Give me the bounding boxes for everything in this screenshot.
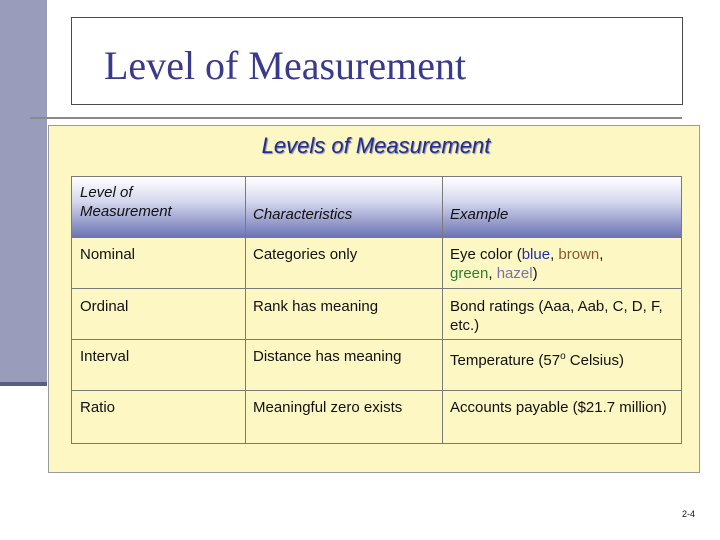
- left-accent-bar: [0, 0, 47, 385]
- row-example: [450, 347, 678, 370]
- separator: ,: [488, 265, 497, 282]
- row-characteristics: Distance has meaning: [253, 348, 402, 365]
- column-divider: [442, 176, 443, 444]
- title-divider: [30, 117, 682, 119]
- left-accent-bar-edge: [0, 382, 47, 386]
- row-divider: [71, 339, 682, 340]
- separator: ,: [599, 246, 604, 263]
- example-text: Celsius): [565, 352, 624, 369]
- slide-title: Level of Measurement: [104, 43, 467, 88]
- panel-title: Levels of Measurement: [261, 133, 491, 158]
- color-blue: blue: [521, 246, 551, 263]
- header-characteristics: Characteristics: [253, 206, 353, 223]
- row-divider: [71, 237, 682, 238]
- row-example: Accounts payable ($21.7 million): [450, 399, 667, 416]
- column-divider: [245, 176, 246, 444]
- row-divider: [71, 288, 682, 289]
- color-brown: brown: [558, 246, 600, 263]
- row-level: Nominal: [80, 246, 136, 263]
- row-level: Ordinal: [80, 298, 129, 315]
- color-hazel: hazel: [496, 265, 533, 282]
- row-characteristics: Rank has meaning: [253, 298, 379, 315]
- title-box: [71, 17, 683, 105]
- example-text: ): [532, 265, 538, 282]
- row-example: [450, 245, 670, 283]
- color-green: green: [450, 265, 489, 282]
- slide-number: 2-4: [682, 509, 696, 519]
- example-text: Eye color (: [450, 246, 522, 263]
- header-level: Level of Measurement: [80, 184, 172, 220]
- example-text: Temperature (57: [450, 352, 561, 369]
- header-example: Example: [450, 206, 509, 223]
- row-characteristics: Meaningful zero exists: [253, 399, 403, 416]
- row-divider: [71, 390, 682, 391]
- row-level: Interval: [80, 348, 130, 365]
- separator: ,: [550, 246, 559, 263]
- row-characteristics: Categories only: [253, 246, 358, 263]
- row-example: Bond ratings (Aaa, Aab, C, D, F, etc.): [450, 298, 663, 334]
- row-level: Ratio: [80, 399, 116, 416]
- degree-superscript: o: [560, 351, 566, 362]
